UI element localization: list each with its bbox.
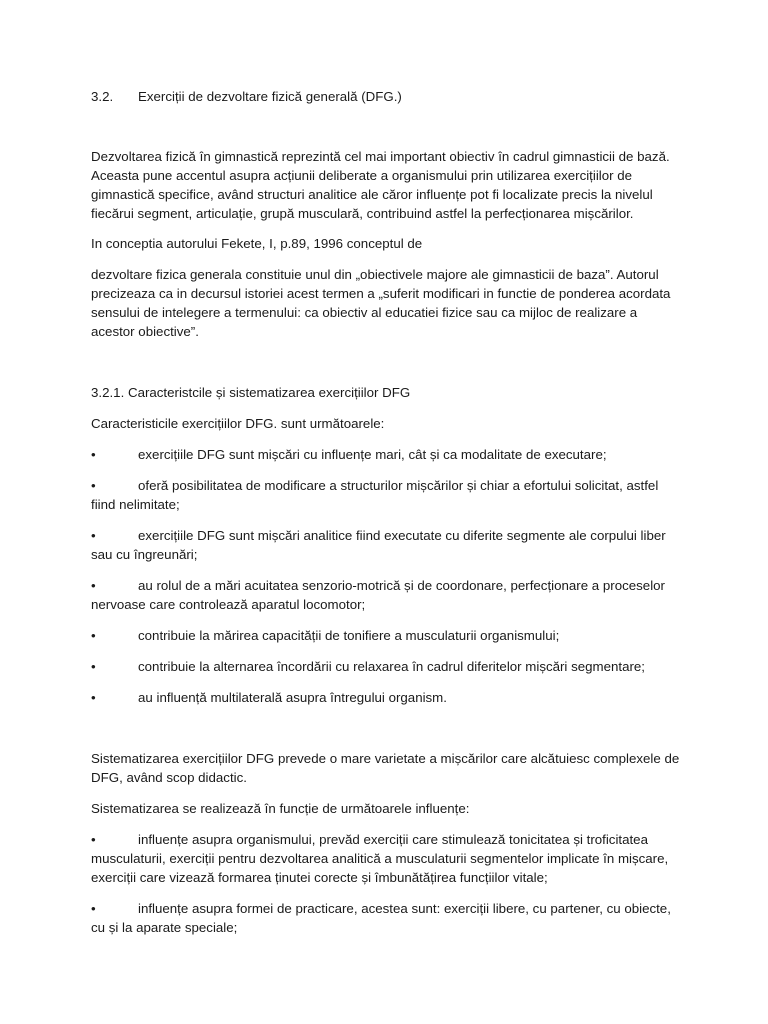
list-item-text: au influență multilaterală asupra întregului organism. (138, 690, 447, 705)
list-item-text: influențe asupra formei de practicare, acestea sunt: exerciții libere, cu partener, cu obiecte, cu și la aparate speciale; (91, 901, 671, 935)
list-item (91, 445, 681, 464)
fekete-line: In conceptia autorului Fekete, I, p.89, 1996 conceptul de (91, 236, 423, 251)
characteristics-intro: Caracteristicile exercițiilor DFG. sunt următoarele: (91, 416, 385, 431)
list-item-text: exercițiile DFG sunt mișcări cu influențe mari, cât și ca modalitate de executare; (138, 447, 607, 462)
intro-paragraph: Dezvoltarea fizică în gimnastică reprezintă cel mai important obiectiv în cadrul gimnasticii de bază. Aceasta pune accentul asupra acțiunii deliberate a organismului prin utilizarea exercițiilor de gimnastică specifice, având structuri analitice ale căror influențe pot fi localizate precis la nivelul fiecărui segment, articulație, grupă musculară, contribuind astfel la perfecționarea mișcărilor. (91, 149, 670, 221)
list-item-text: exercițiile DFG sunt mișcări analitice fiind executate cu diferite segmente ale corpului liber sau cu îngreunări; (91, 528, 666, 562)
bullet-symbol: • (91, 578, 96, 593)
section-title: Exerciții de dezvoltare fizică generală (DFG.) (138, 89, 402, 104)
section-number: 3.2. (91, 89, 114, 104)
bullet-symbol: • (91, 478, 96, 493)
systematization-paragraph: Sistematizarea exercițiilor DFG prevede o mare varietate a mișcărilor care alcătuiesc complexele de DFG, având scop didactic. (91, 751, 680, 785)
bullet-symbol: • (91, 901, 96, 916)
list-item (91, 626, 681, 645)
list-item (91, 688, 681, 707)
bullet-symbol: • (91, 659, 96, 674)
bullet-symbol: • (91, 832, 96, 847)
bullet-symbol: • (91, 528, 96, 543)
subsection-heading: 3.2.1. Caracteristcile și sistematizarea exercițiilor DFG (91, 385, 411, 400)
list-item (91, 476, 681, 514)
bullet-symbol: • (91, 690, 96, 705)
list-item-text: influențe asupra organismului, prevăd exerciții care stimulează tonicitatea și troficitatea musculaturii, exerciții pentru dezvoltarea analitică a musculaturii segmentelor implicate în mișcare, exerciții care vizează formarea ținutei corecte și îmbunătățirea funcțiilor vitale; (91, 832, 669, 885)
list-item (91, 657, 681, 676)
list-item (91, 899, 681, 937)
section-heading (91, 87, 681, 106)
list-item (91, 830, 681, 887)
list-item-text: oferă posibilitatea de modificare a structurilor mișcărilor și chiar a efortului solicitat, astfel fiind nelimitate; (91, 478, 659, 512)
list-item-text: contribuie la mărirea capacității de tonifiere a musculaturii organismului; (138, 628, 560, 643)
bullet-symbol: • (91, 447, 96, 462)
list-item-text: contribuie la alternarea încordării cu relaxarea în cadrul diferitelor mișcări segmentare; (138, 659, 645, 674)
fekete-paragraph: dezvoltare fizica generala constituie unul din „obiectivele majore ale gimnasticii de baza”. Autorul precizeaza ca in decursul istoriei acest termen a „suferit modificari in functie de ponderea acordata sensului de intelegere a termenului: ca obiectiv al educatiei fizice sau ca mijloc de realizare a acestor obiective”. (91, 267, 671, 339)
list-item-text: au rolul de a mări acuitatea senzorio-motrică și de coordonare, perfecționare a proceselor nervoase care controlează aparatul locomotor; (91, 578, 665, 612)
systematization-intro: Sistematizarea se realizează în funcție de următoarele influențe: (91, 801, 470, 816)
list-item (91, 526, 681, 564)
list-item (91, 576, 681, 614)
bullet-symbol: • (91, 628, 96, 643)
